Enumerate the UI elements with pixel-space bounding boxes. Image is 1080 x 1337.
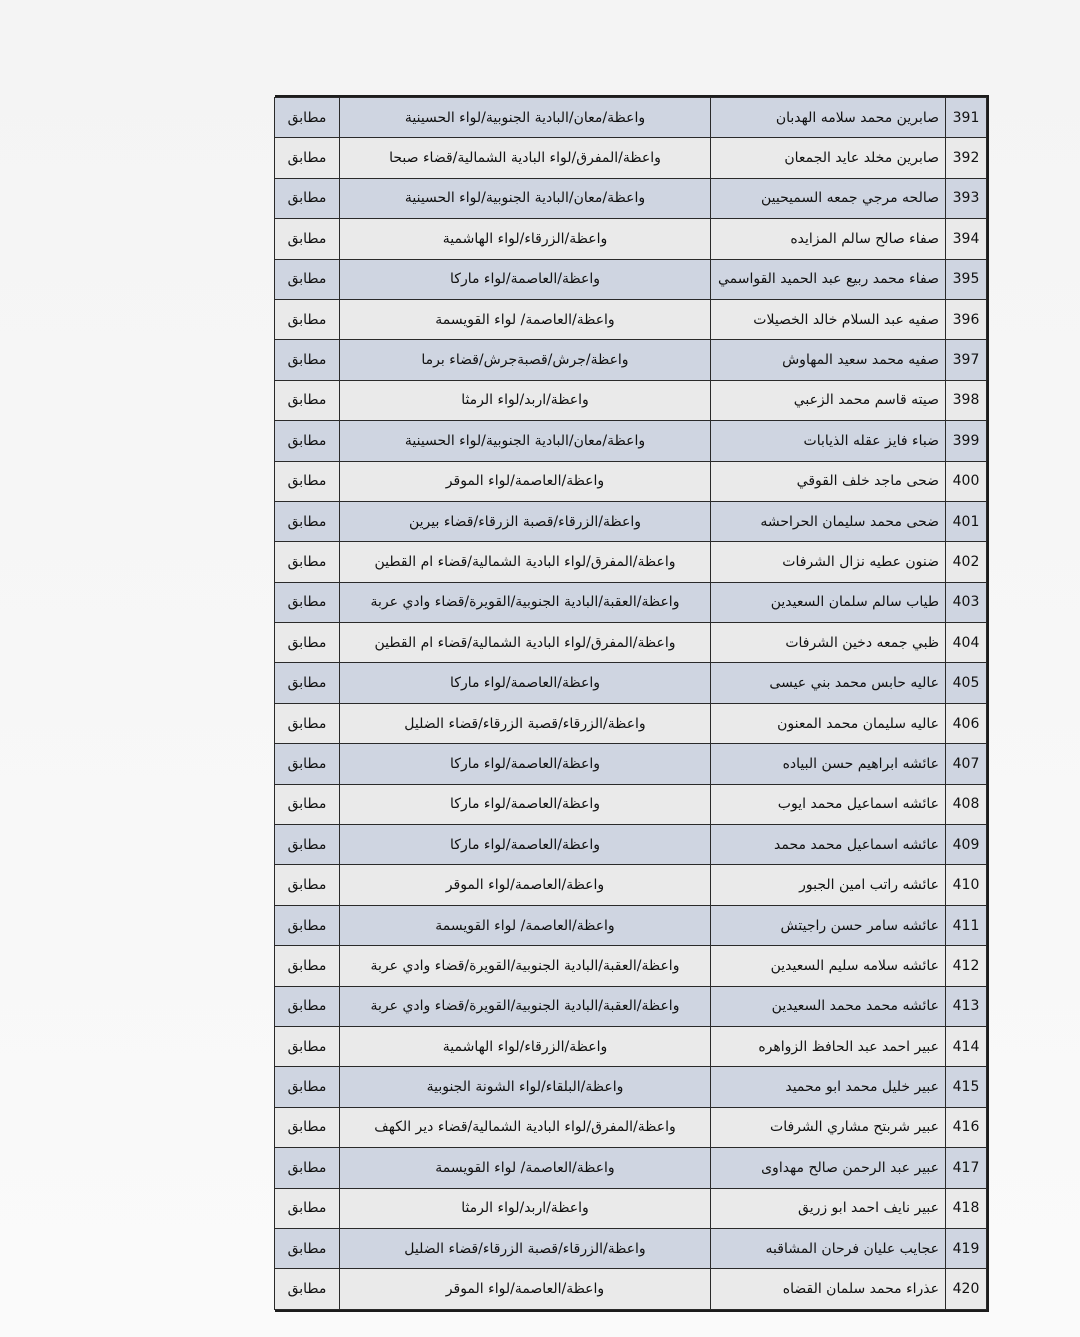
row-number: 406 (946, 703, 987, 743)
table-row (275, 1269, 987, 1309)
row-status: مطابق (275, 623, 340, 663)
row-status: مطابق (275, 98, 340, 138)
table-row (275, 1067, 987, 1107)
row-location: واعظة/العاصمة/لواء ماركا (340, 825, 711, 865)
row-name: عجايب عليان فرحان المشاقبه (711, 1228, 946, 1268)
row-location: واعظة/معان/البادية الجنوبية/لواء الحسينية (340, 178, 711, 218)
table-row (275, 380, 987, 420)
row-name: عبير شربتح مشاري الشرفات (711, 1107, 946, 1147)
row-status: مطابق (275, 259, 340, 299)
row-name: صيته قاسم محمد الزعبي (711, 380, 946, 420)
row-name: عائشه ابراهيم حسن البياده (711, 744, 946, 784)
row-name: ظبي جمعه دخين الشرفات (711, 623, 946, 663)
row-status: مطابق (275, 1228, 340, 1268)
row-location: واعظة/العاصمة/لواء ماركا (340, 784, 711, 824)
row-number: 396 (946, 299, 987, 339)
row-number: 418 (946, 1188, 987, 1228)
row-name: صابرين محمد سلامه الهدبان (711, 98, 946, 138)
table-row (275, 946, 987, 986)
table-row (275, 703, 987, 743)
row-location: واعظة/الزرقاء/لواء الهاشمية (340, 219, 711, 259)
row-status: مطابق (275, 421, 340, 461)
row-number: 413 (946, 986, 987, 1026)
row-number: 414 (946, 1026, 987, 1066)
row-name: عاليه حابس محمد بني عيسى (711, 663, 946, 703)
row-location: واعظة/العقبة/البادية الجنوبية/القويرة/قضاء وادي عربة (340, 986, 711, 1026)
row-number: 411 (946, 905, 987, 945)
row-status: مطابق (275, 825, 340, 865)
row-name: صفيه عبد السلام خالد الخصيلات (711, 299, 946, 339)
row-location: واعظة/العاصمة/لواء ماركا (340, 744, 711, 784)
row-number: 412 (946, 946, 987, 986)
results-table-body (275, 98, 987, 1310)
table-row (275, 421, 987, 461)
row-location: واعظة/المفرق/لواء البادية الشمالية/قضاء ام القطين (340, 623, 711, 663)
row-status: مطابق (275, 703, 340, 743)
row-number: 399 (946, 421, 987, 461)
table-row (275, 98, 987, 138)
row-number: 394 (946, 219, 987, 259)
row-name: صابرين مخلد عايد الجمعان (711, 138, 946, 178)
row-location: واعظة/المفرق/لواء البادية الشمالية/قضاء صبحا (340, 138, 711, 178)
table-row (275, 1148, 987, 1188)
row-number: 415 (946, 1067, 987, 1107)
row-location: واعظة/معان/البادية الجنوبية/لواء الحسينية (340, 421, 711, 461)
row-number: 397 (946, 340, 987, 380)
row-name: ضحى ماجد خلف القوقي (711, 461, 946, 501)
row-location: واعظة/العقبة/البادية الجنوبية/القويرة/قضاء وادي عربة (340, 946, 711, 986)
row-status: مطابق (275, 380, 340, 420)
row-status: مطابق (275, 946, 340, 986)
row-name: صفيه محمد سعيد المهاوش (711, 340, 946, 380)
table-row (275, 986, 987, 1026)
table-row (275, 623, 987, 663)
row-status: مطابق (275, 178, 340, 218)
table-row (275, 905, 987, 945)
table-row (275, 1107, 987, 1147)
row-location: واعظة/العاصمة/ لواء القويسمة (340, 1148, 711, 1188)
table-row (275, 299, 987, 339)
row-number: 400 (946, 461, 987, 501)
row-name: عائشه راتب امين الجبور (711, 865, 946, 905)
row-name: ضباء فايز عقله الذيابات (711, 421, 946, 461)
row-location: واعظة/العاصمة/لواء الموقر (340, 865, 711, 905)
row-number: 398 (946, 380, 987, 420)
row-number: 393 (946, 178, 987, 218)
row-status: مطابق (275, 784, 340, 824)
row-status: مطابق (275, 461, 340, 501)
table-row (275, 542, 987, 582)
row-name: عبير نايف احمد ابو زريق (711, 1188, 946, 1228)
row-status: مطابق (275, 501, 340, 541)
results-table (274, 97, 987, 1310)
row-location: واعظة/المفرق/لواء البادية الشمالية/قضاء دير الكهف (340, 1107, 711, 1147)
row-name: عائشه محمد محمد السعيدين (711, 986, 946, 1026)
table-row (275, 501, 987, 541)
row-location: واعظة/معان/البادية الجنوبية/لواء الحسينية (340, 98, 711, 138)
row-status: مطابق (275, 340, 340, 380)
row-name: عائشه اسماعيل محمد محمد (711, 825, 946, 865)
table-row (275, 461, 987, 501)
table-row (275, 1228, 987, 1268)
row-number: 405 (946, 663, 987, 703)
table-row (275, 582, 987, 622)
row-status: مطابق (275, 905, 340, 945)
row-location: واعظة/اربد/لواء الرمثا (340, 380, 711, 420)
row-name: عبير خليل محمد ابو محميد (711, 1067, 946, 1107)
row-number: 395 (946, 259, 987, 299)
row-status: مطابق (275, 299, 340, 339)
row-status: مطابق (275, 1269, 340, 1309)
row-number: 403 (946, 582, 987, 622)
table-row (275, 138, 987, 178)
row-number: 404 (946, 623, 987, 663)
row-name: صفاء محمد ربيع عبد الحميد القواسمي (711, 259, 946, 299)
row-location: واعظة/العاصمة/لواء الموقر (340, 1269, 711, 1309)
row-status: مطابق (275, 1188, 340, 1228)
row-number: 408 (946, 784, 987, 824)
row-number: 391 (946, 98, 987, 138)
row-location: واعظة/الزرقاء/قصبة الزرقاء/قضاء بيرين (340, 501, 711, 541)
row-status: مطابق (275, 663, 340, 703)
row-name: عبير احمد عبد الحافظ الزواهره (711, 1026, 946, 1066)
row-location: واعظة/البلقاء/لواء الشونة الجنوبية (340, 1067, 711, 1107)
row-status: مطابق (275, 1107, 340, 1147)
row-status: مطابق (275, 744, 340, 784)
row-name: عبير عبد الرحمن صالح مهداوى (711, 1148, 946, 1188)
row-location: واعظة/الزرقاء/لواء الهاشمية (340, 1026, 711, 1066)
row-name: صفاء صالح سالم المزايده (711, 219, 946, 259)
row-status: مطابق (275, 138, 340, 178)
row-name: طياب سالم سلمان السعيدين (711, 582, 946, 622)
row-name: عائشه اسماعيل محمد ايوب (711, 784, 946, 824)
table-row (275, 663, 987, 703)
row-status: مطابق (275, 1148, 340, 1188)
table-row (275, 825, 987, 865)
row-status: مطابق (275, 542, 340, 582)
row-location: واعظة/العاصمة/لواء الموقر (340, 461, 711, 501)
row-name: عذراء محمد سلمان القضاه (711, 1269, 946, 1309)
row-location: واعظة/اربد/لواء الرمثا (340, 1188, 711, 1228)
table-row (275, 1026, 987, 1066)
table-row (275, 865, 987, 905)
row-number: 419 (946, 1228, 987, 1268)
row-name: عاليه سليمان محمد المعنون (711, 703, 946, 743)
table-row (275, 784, 987, 824)
row-number: 392 (946, 138, 987, 178)
row-status: مطابق (275, 582, 340, 622)
row-location: واعظة/العاصمة/ لواء القويسمة (340, 905, 711, 945)
row-location: واعظة/المفرق/لواء البادية الشمالية/قضاء ام القطين (340, 542, 711, 582)
table-row (275, 340, 987, 380)
row-number: 417 (946, 1148, 987, 1188)
row-name: ضنون عطيه نزال الشرفات (711, 542, 946, 582)
table-row (275, 744, 987, 784)
row-number: 401 (946, 501, 987, 541)
row-status: مطابق (275, 219, 340, 259)
row-location: واعظة/العاصمة/ لواء القويسمة (340, 299, 711, 339)
row-number: 420 (946, 1269, 987, 1309)
table-row (275, 219, 987, 259)
table-row (275, 1188, 987, 1228)
row-status: مطابق (275, 1026, 340, 1066)
row-number: 407 (946, 744, 987, 784)
table-row (275, 259, 987, 299)
row-location: واعظة/العقبة/البادية الجنوبية/القويرة/قضاء وادي عربة (340, 582, 711, 622)
table-row (275, 178, 987, 218)
row-number: 409 (946, 825, 987, 865)
row-status: مطابق (275, 865, 340, 905)
row-location: واعظة/الزرقاء/قصبة الزرقاء/قضاء الضليل (340, 703, 711, 743)
row-location: واعظة/الزرقاء/قصبة الزرقاء/قضاء الضليل (340, 1228, 711, 1268)
row-location: واعظة/العاصمة/لواء ماركا (340, 259, 711, 299)
row-status: مطابق (275, 1067, 340, 1107)
row-name: ضحى محمد سليمان الحراحشه (711, 501, 946, 541)
row-number: 416 (946, 1107, 987, 1147)
row-number: 402 (946, 542, 987, 582)
row-location: واعظة/جرش/قصبةجرش/قضاء برما (340, 340, 711, 380)
results-table-frame (275, 95, 989, 1312)
row-number: 410 (946, 865, 987, 905)
row-location: واعظة/العاصمة/لواء ماركا (340, 663, 711, 703)
row-name: عائشه سامر حسن راجيتش (711, 905, 946, 945)
row-name: عائشه سلامه سليم السعيدين (711, 946, 946, 986)
row-name: صالحه مرجي جمعه السميحيين (711, 178, 946, 218)
row-status: مطابق (275, 986, 340, 1026)
